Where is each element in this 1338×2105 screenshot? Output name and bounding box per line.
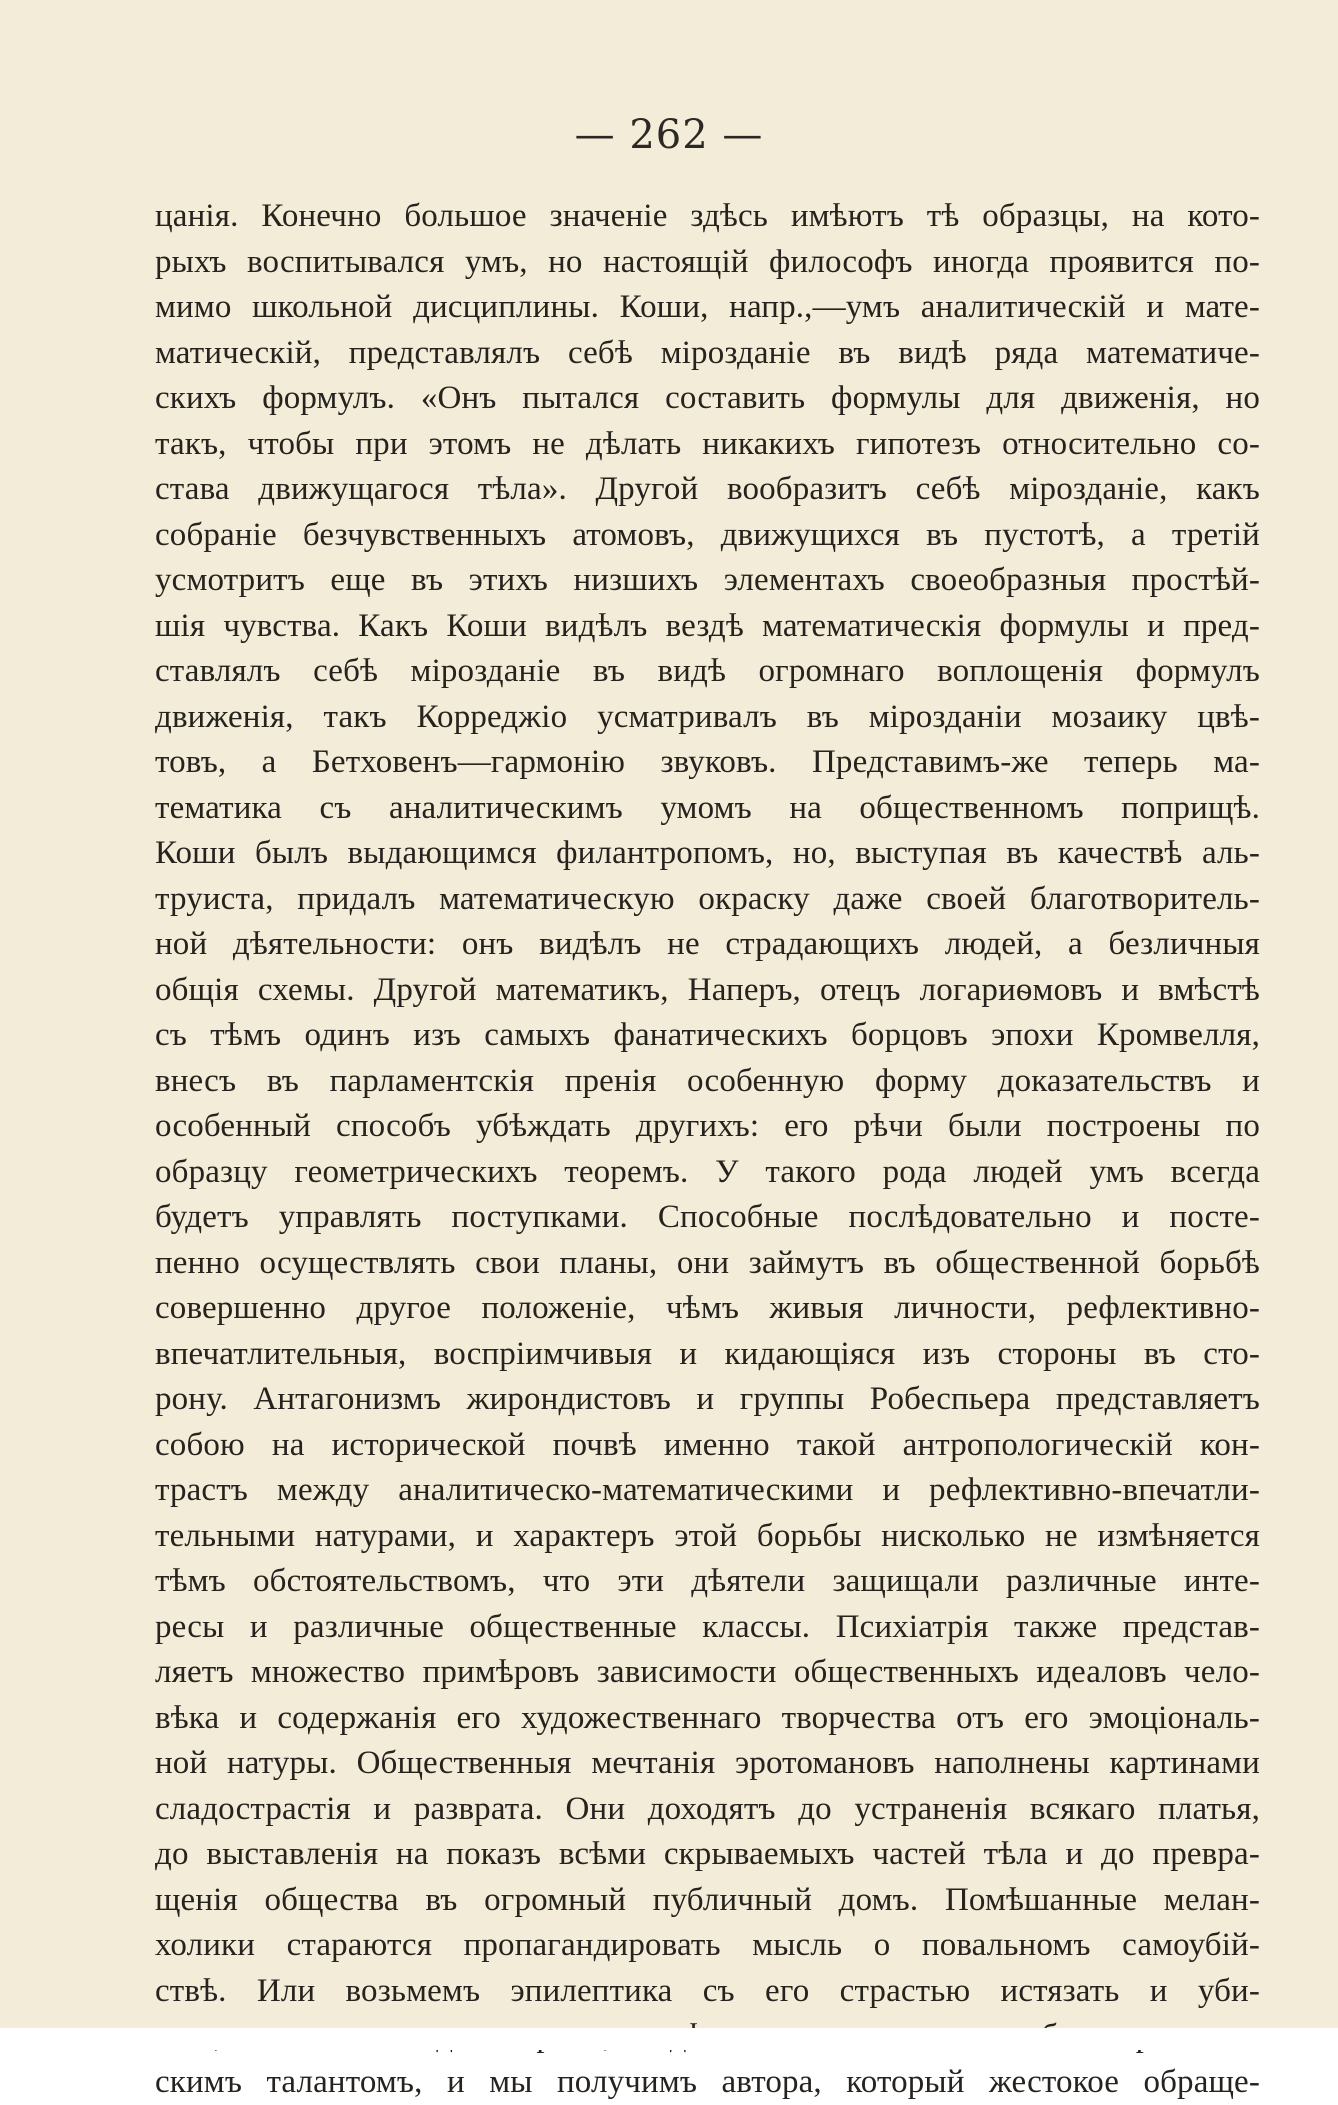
- text-line: тѣмъ обстоятельствомъ, что эти дѣятели защищали различные инте-: [155, 1559, 1260, 1605]
- text-line: рону. Антагонизмъ жирондистовъ и группы Робеспьера представляетъ: [155, 1377, 1260, 1423]
- text-line: скимъ талантомъ, и мы получимъ автора, который жестокое обраще-: [155, 2060, 1260, 2105]
- text-line: скихъ формулъ. «Онъ пытался составить формулы для движенія, но: [155, 376, 1260, 422]
- text-line: труиста, придалъ математическую окраску даже своей благотворитель-: [155, 877, 1260, 923]
- text-line: особенный способъ убѣждать другихъ: его рѣчи были построены по: [155, 1104, 1260, 1150]
- text-line: совершенно другое положеніе, чѣмъ живыя личности, рефлективно-: [155, 1286, 1260, 1332]
- text-line: ной натуры. Общественныя мечтанія эротомановъ наполнены картинами: [155, 1741, 1260, 1787]
- text-line: цанія. Конечно большое значеніе здѣсь имѣютъ тѣ образцы, на кото-: [155, 194, 1260, 240]
- text-line: ствѣ. Или возьмемъ эпилептика съ его страстью истязать и уби-: [155, 1969, 1260, 2015]
- text-line: впечатлительныя, воспріимчивыя и кидающіяся изъ стороны въ сто-: [155, 1332, 1260, 1378]
- text-line: става движущагося тѣла». Другой вообразитъ себѣ мірозданіе, какъ: [155, 467, 1260, 513]
- text-line: товъ, а Бетховенъ—гармонію звуковъ. Представимъ-же теперь ма-: [155, 740, 1260, 786]
- text-line: образцу геометрическихъ теоремъ. У такого рода людей умъ всегда: [155, 1150, 1260, 1196]
- text-line: собою на исторической почвѣ именно такой антропологическій кон-: [155, 1423, 1260, 1469]
- body-text: [155, 194, 1260, 2105]
- text-line: движенія, такъ Корреджіо усматривалъ въ мірозданіи мозаику цвѣ-: [155, 695, 1260, 741]
- text-line: тельными натурами, и характеръ этой борьбы нисколько не измѣняется: [155, 1514, 1260, 1560]
- text-line: шія чувства. Какъ Коши видѣлъ вездѣ математическія формулы и пред-: [155, 604, 1260, 650]
- scan-margin: [0, 2028, 1338, 2050]
- text-line: усмотритъ еще въ этихъ низшихъ элементахъ своеобразныя простѣй-: [155, 558, 1260, 604]
- text-line: Коши былъ выдающимся филантропомъ, но, выступая въ качествѣ аль-: [155, 831, 1260, 877]
- text-line: до выставленія на показъ всѣми скрываемыхъ частей тѣла и до превра-: [155, 1832, 1260, 1878]
- text-line: такъ, чтобы при этомъ не дѣлать никакихъ гипотезъ относительно со-: [155, 422, 1260, 468]
- text-line: трастъ между аналитическо-математическими и рефлективно-впечатли-: [155, 1468, 1260, 1514]
- text-line: ной дѣятельности: онъ видѣлъ не страдающихъ людей, а безличныя: [155, 922, 1260, 968]
- text-line: холики стараются пропагандировать мысль о повальномъ самоубій-: [155, 1923, 1260, 1969]
- text-line: щенія общества въ огромный публичный домъ. Помѣшанные мелан-: [155, 1878, 1260, 1924]
- text-line: внесъ въ парламентскія пренія особенную форму доказательствъ и: [155, 1059, 1260, 1105]
- text-line: мимо школьной дисциплины. Коши, напр.,—умъ аналитическій и мате-: [155, 285, 1260, 331]
- text-line: сладострастія и разврата. Они доходятъ до устраненія всякаго платья,: [155, 1787, 1260, 1833]
- text-line: ресы и различные общественные классы. Психіатрія также представ-: [155, 1605, 1260, 1651]
- text-line: вѣка и содержанія его художественнаго творчества отъ его эмоціональ-: [155, 1696, 1260, 1742]
- text-line: пенно осуществлять свои планы, они займутъ въ общественной борьбѣ: [155, 1241, 1260, 1287]
- page-number: — 262 —: [0, 110, 1338, 160]
- text-line: собраніе безчувственныхъ атомовъ, движущихся въ пустотѣ, а третій: [155, 513, 1260, 559]
- text-line: общія схемы. Другой математикъ, Наперъ, отецъ логариѳмовъ и вмѣстѣ: [155, 968, 1260, 1014]
- text-line: съ тѣмъ одинъ изъ самыхъ фанатическихъ борцовъ эпохи Кромвелля,: [155, 1013, 1260, 1059]
- text-line: матическій, представлялъ себѣ мірозданіе въ видѣ ряда математиче-: [155, 331, 1260, 377]
- text-line: будетъ управлять поступками. Способные послѣдовательно и посте-: [155, 1195, 1260, 1241]
- text-line: тематика съ аналитическимъ умомъ на общественномъ поприщѣ.: [155, 786, 1260, 832]
- text-line: ставлялъ себѣ мірозданіе въ видѣ огромнаго воплощенія формулъ: [155, 649, 1260, 695]
- text-line: ляетъ множество примѣровъ зависимости общественныхъ идеаловъ чело-: [155, 1650, 1260, 1696]
- text-line: рыхъ воспитывался умъ, но настоящій философъ иногда проявится по-: [155, 240, 1260, 286]
